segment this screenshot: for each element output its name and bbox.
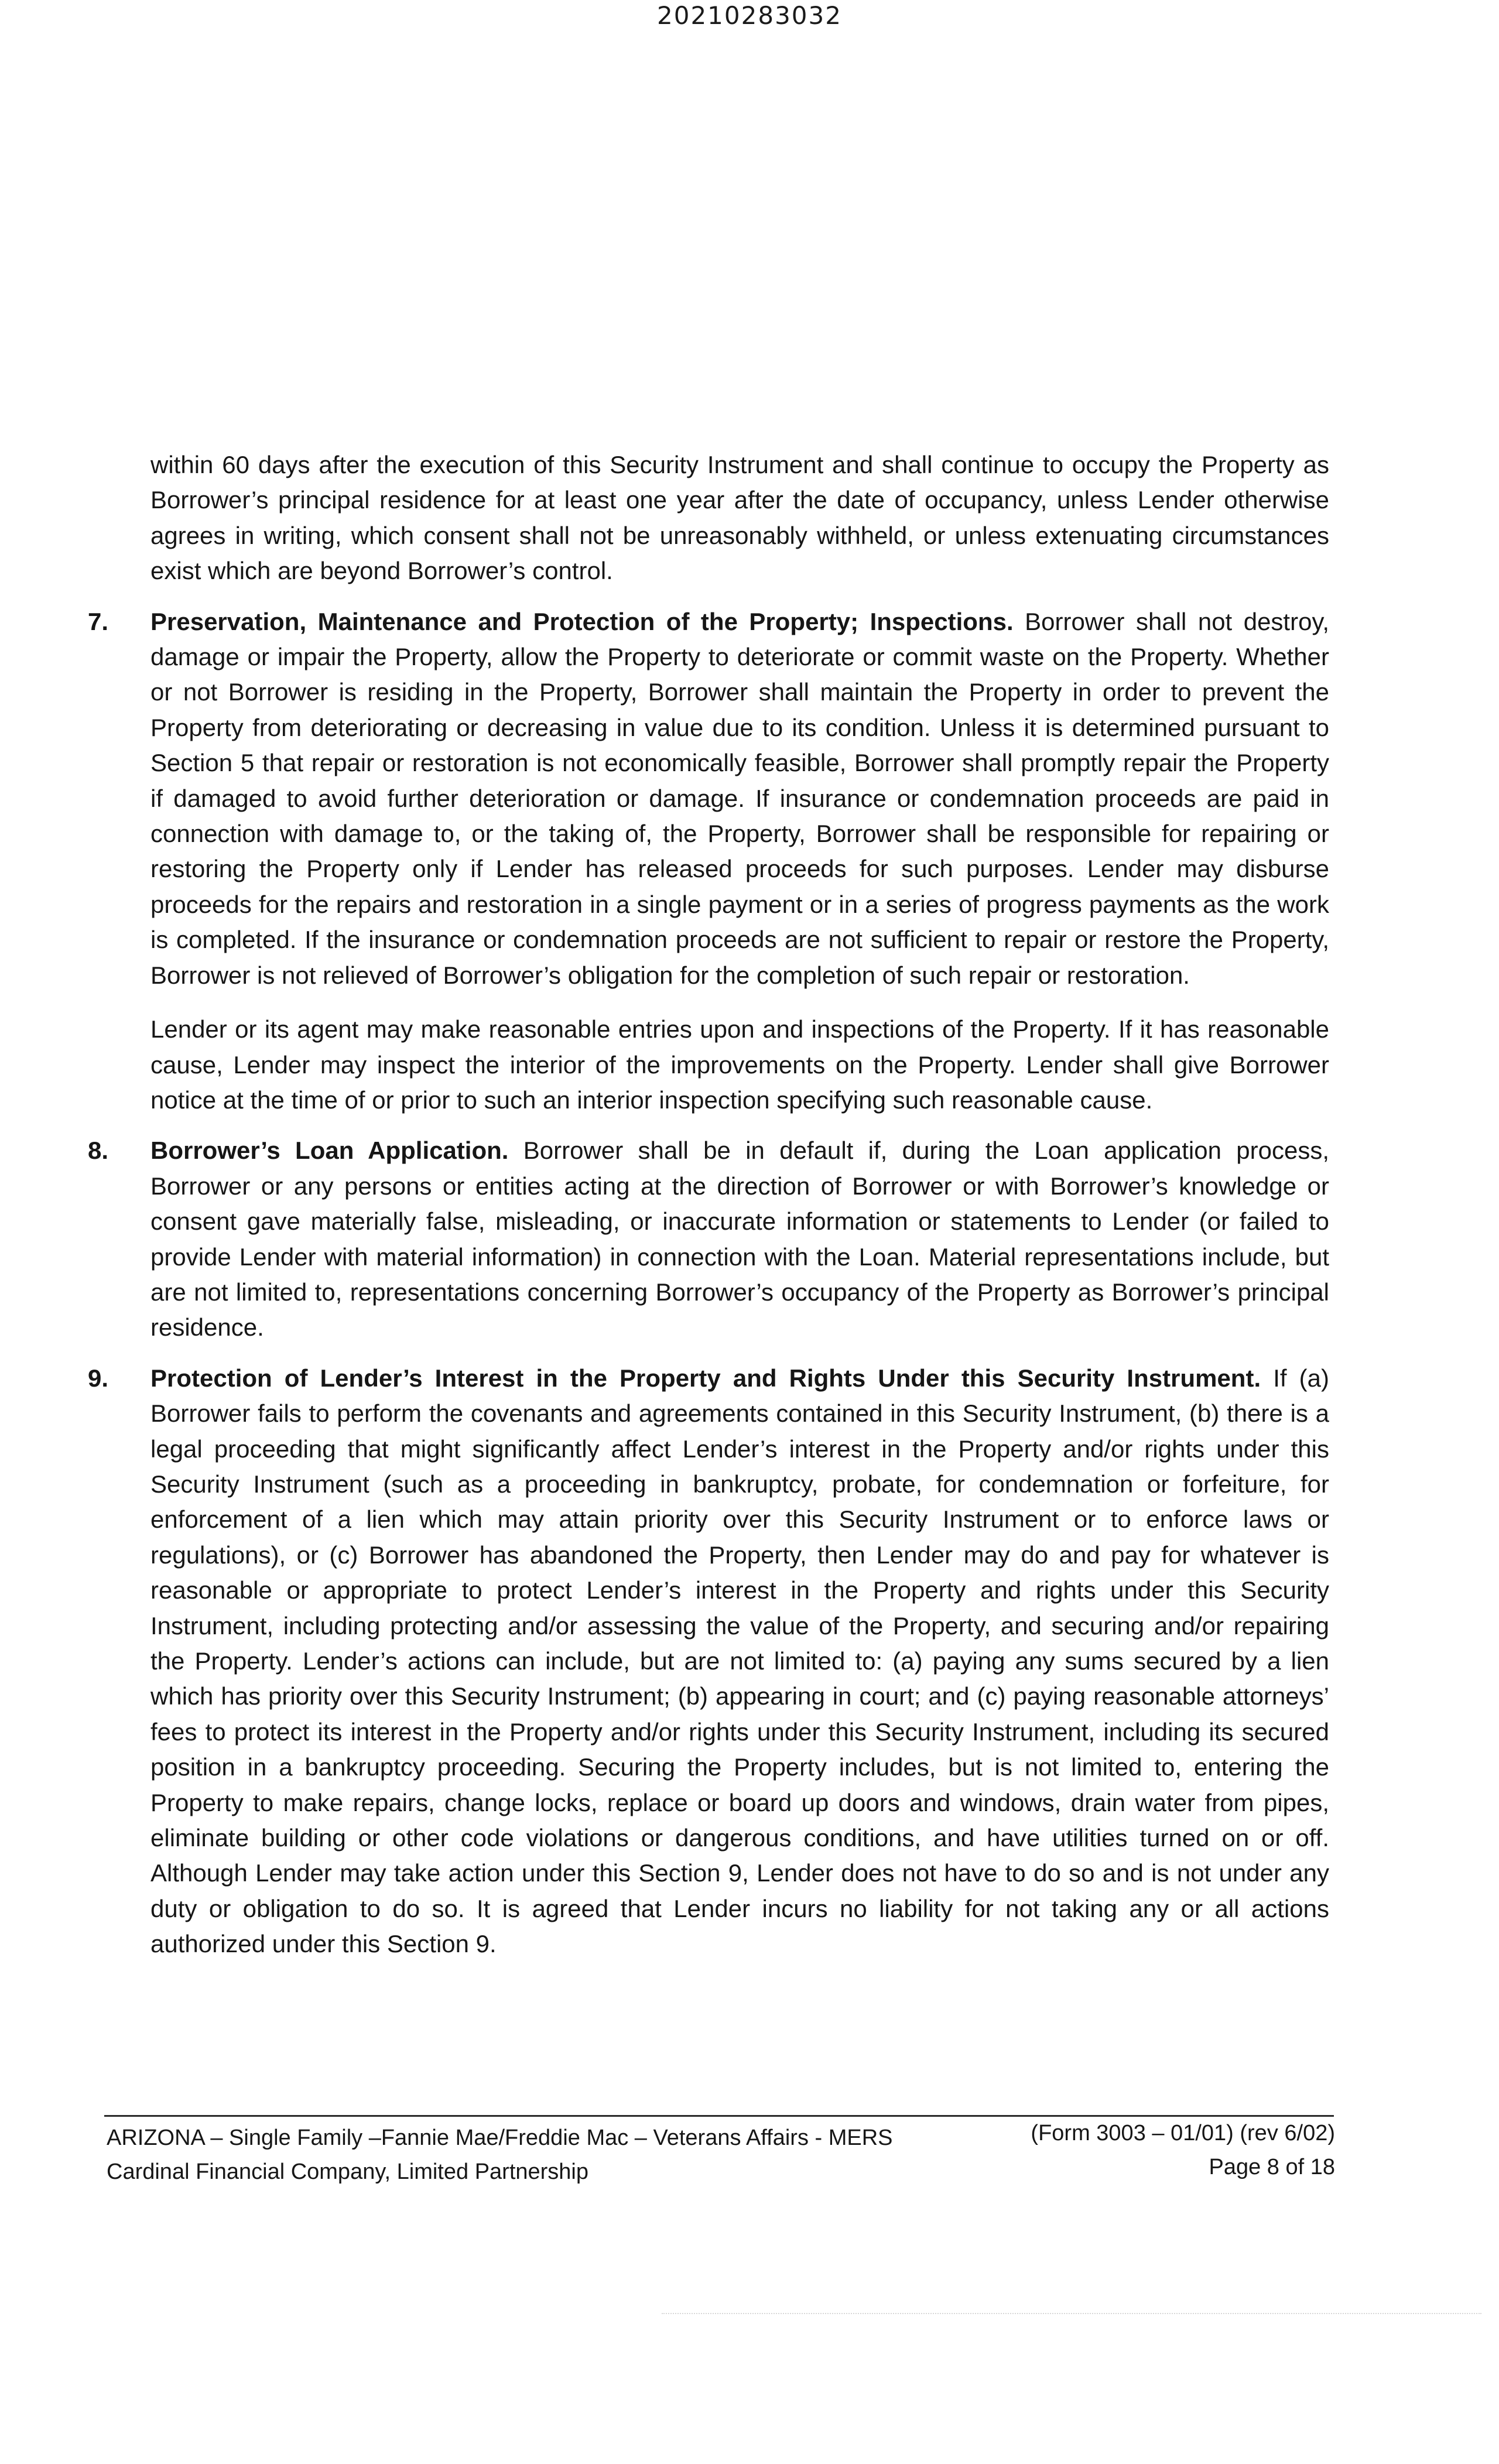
footer-form-number: (Form 3003 – 01/01) (rev 6/02)	[1031, 2121, 1335, 2145]
footer-company: Cardinal Financial Company, Limited Partnership	[107, 2160, 589, 2184]
section-9	[88, 1361, 1329, 1962]
document-number: 20210283032	[657, 1, 842, 30]
section-heading: Borrower’s Loan Application.	[150, 1137, 509, 1165]
footer-left	[107, 2121, 956, 2189]
section-7	[88, 604, 1329, 1118]
section-text: If (a) Borrower fails to perform the covenants and agreements contained in this Security Instrument, (b) there is a legal proceeding that might significantly affect Lender’s interest in the Property and/or rights under this Security Instrument (such as a proceeding in bankruptcy, probate, for condemnation or forfeiture, for enforcement of a lien which may attain priority over this Security Instrument or to enforce laws or regulations), or (c) Borrower has abandoned the Property, then Lender may do and pay for whatever is reasonable or appropriate to protect Lender’s interest in the Property and rights under this Security Instrument, including protecting and/or assessing the value of the Property, and securing and/or repairing the Property. Lender’s actions can include, but are not limited to: (a) paying any sums secured by a lien which has priority over this Security Instrument; (b) appearing in court; and (c) paying reasonable attorneys’ fees to protect its interest in the Property and/or rights under this Security Instrument, including its secured position in a bankruptcy proceeding. Securing the Property includes, but is not limited to, entering the Property to make repairs, change locks, replace or board up doors and windows, drain water from pipes, eliminate building or other code violations or dangerous conditions, and have utilities turned on or off. Although Lender may take action under this Section 9, Lender does not have to do so and is not under any duty or obligation to do so. It is agreed that Lender incurs no liability for not taking any or all actions authorized under this Section 9.	[150, 1364, 1330, 1958]
section-paragraph	[150, 604, 1329, 993]
section-heading: Preservation, Maintenance and Protection of the Property; Inspections.	[150, 607, 1014, 635]
section-number: 7.	[88, 607, 109, 635]
section-paragraph	[150, 1361, 1329, 1962]
section-heading: Protection of Lender’s Interest in the Property and Rights Under this Security Instrument.	[150, 1364, 1261, 1392]
section-paragraph: Lender or its agent may make reasonable entries upon and inspections of the Property. If it has reasonable cause, Lender may inspect the interior of the improvements on the Property. Lender shall give Borrower notice at the time of or prior to such an interior inspection specifying such reasonable cause.	[150, 1015, 1329, 1114]
footer-right	[960, 2116, 1335, 2184]
section-body	[150, 604, 1329, 1118]
section-number: 8.	[88, 1137, 109, 1165]
continuation-paragraph: within 60 days after the execution of this Security Instrument and shall continue to occupy the Property as Borrower’s principal residence for at least one year after the date of occupancy, unless Lender otherwise agrees in writing, which consent shall not be unreasonably withheld, or unless extenuating circumstances exist which are beyond Borrower’s control.	[150, 451, 1329, 585]
document-body	[88, 447, 1329, 1962]
section-number: 9.	[88, 1364, 109, 1392]
section-paragraph	[150, 1133, 1329, 1345]
scan-artifact-line	[662, 2313, 1481, 2314]
section-body	[150, 1361, 1329, 1962]
section-8	[88, 1133, 1329, 1345]
section-text: Borrower shall be in default if, during the Loan application process, Borrower or any persons or entities acting at the direction of Borrower or with Borrower’s knowledge or consent gave materially false, misleading, or inaccurate information or statements to Lender (or failed to provide Lender with material information) in connection with the Loan. Material representations include, but are not limited to, representations concerning Borrower’s occupancy of the Property as Borrower’s principal residence.	[150, 1137, 1330, 1341]
section-text: Borrower shall not destroy, damage or impair the Property, allow the Property to deteriorate or commit waste on the Property. Whether or not Borrower is residing in the Property, Borrower shall maintain the Property in order to prevent the Property from deteriorating or decreasing in value due to its condition. Unless it is determined pursuant to Section 5 that repair or restoration is not economically feasible, Borrower shall promptly repair the Property if damaged to avoid further deterioration or damage. If insurance or condemnation proceeds are paid in connection with damage to, or the taking of, the Property, Borrower shall be responsible for repairing or restoring the Property only if Lender has released proceeds for such purposes. Lender may disburse proceeds for the repairs and restoration in a single payment or in a series of progress payments as the work is completed. If the insurance or condemnation proceeds are not sufficient to repair or restore the Property, Borrower is not relieved of Borrower’s obligation for the completion of such repair or restoration.	[150, 607, 1329, 989]
section-body	[150, 1133, 1329, 1345]
footer-form-line: ARIZONA – Single Family –Fannie Mae/Freddie Mac – Veterans Affairs - MERS	[107, 2126, 893, 2150]
footer-page-number: Page 8 of 18	[1209, 2155, 1335, 2179]
